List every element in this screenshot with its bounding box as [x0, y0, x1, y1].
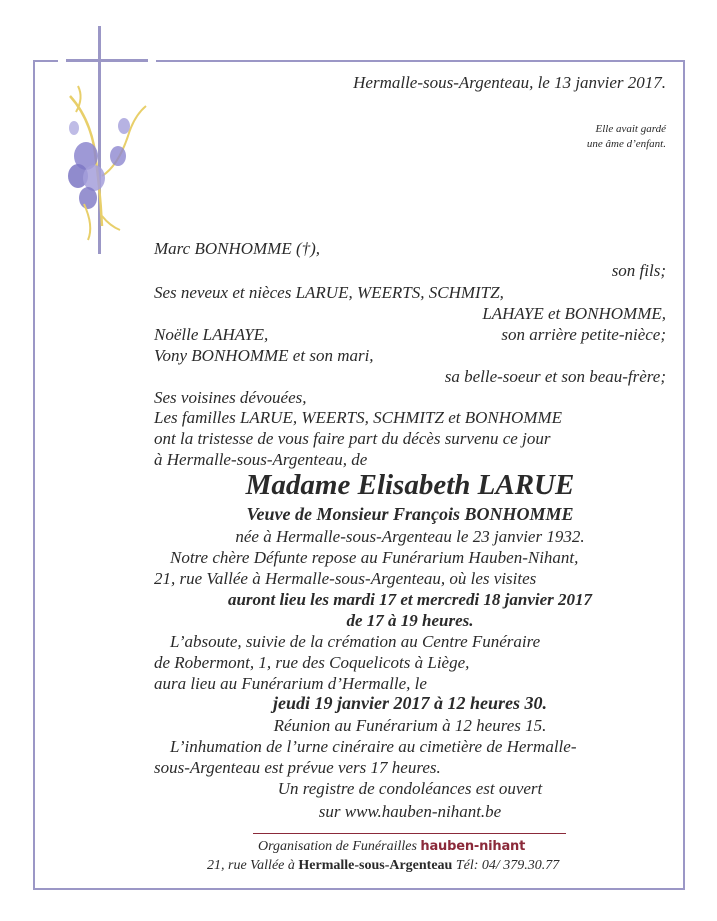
detail-line: Un registre de condoléances est ouvert	[277, 779, 543, 798]
widow-of: Veuve de Monsieur François BONHOMME	[246, 504, 574, 524]
detail-line: L’absoute, suivie de la crémation au Centre Funéraire	[170, 632, 541, 651]
footer-org	[258, 838, 525, 856]
detail-line: Notre chère Défunte repose au Funérarium Hauben-Nihant,	[170, 548, 579, 567]
footer-address	[207, 857, 559, 875]
detail-line: de Robermont, 1, rue des Coquelicots à Liège,	[154, 653, 470, 672]
family-line: à Hermalle-sous-Argenteau, de	[154, 450, 368, 469]
condolence-link: sur www.hauben-nihant.be	[318, 802, 502, 821]
footer-address-prefix: 21, rue Vallée à	[207, 858, 295, 873]
detail-line: aura lieu au Funérarium d’Hermalle, le	[154, 674, 427, 693]
detail-line: 21, rue Vallée à Hermalle-sous-Argenteau, où les visites	[154, 569, 537, 588]
detail-line: sous-Argenteau est prévue vers 17 heures.	[154, 758, 441, 777]
cross-flower-icon	[58, 26, 156, 258]
place-date: Hermalle-sous-Argenteau, le 13 janvier 2017.	[353, 73, 666, 92]
footer-address-city: Hermalle-sous-Argenteau	[298, 858, 453, 873]
family-line: Vony BONHOMME et son mari,	[154, 346, 374, 365]
quote-line-1: Elle avait gardé	[595, 123, 666, 135]
family-line: ont la tristesse de vous faire part du décès survenu ce jour	[154, 429, 551, 448]
family-line: LAHAYE et BONHOMME,	[482, 304, 666, 323]
detail-line: auront lieu les mardi 17 et mercredi 18 janvier 2017	[227, 590, 593, 609]
deceased-name: Madame Elisabeth LARUE	[245, 469, 575, 501]
detail-line: de 17 à 19 heures.	[346, 611, 474, 630]
footer-phone: Tél: 04/ 379.30.77	[455, 858, 560, 873]
family-line: Ses neveux et nièces LARUE, WEERTS, SCHMITZ,	[154, 283, 504, 302]
quote-line-2: une âme d’enfant.	[586, 138, 666, 150]
family-line: son arrière petite-nièce;	[501, 325, 666, 344]
family-line: Marc BONHOMME (†),	[154, 239, 321, 258]
family-line: Ses voisines dévouées,	[154, 388, 307, 407]
detail-line: Réunion au Funérarium à 12 heures 15.	[273, 716, 547, 735]
footer-divider	[253, 833, 566, 834]
family-line: sa belle-soeur et son beau-frère;	[444, 367, 666, 386]
family-line: son fils;	[611, 261, 666, 280]
brand-logo: hauben-nihant	[420, 839, 526, 854]
footer-org-prefix: Organisation de Funérailles	[258, 839, 417, 854]
detail-line: L’inhumation de l’urne cinéraire au cimetière de Hermalle-	[170, 737, 577, 756]
cross-flower-illustration	[58, 26, 156, 258]
birth-info: née à Hermalle-sous-Argenteau le 23 janvier 1932.	[235, 527, 585, 546]
ceremony-date: jeudi 19 janvier 2017 à 12 heures 30.	[272, 693, 547, 713]
family-line: Noëlle LAHAYE,	[154, 325, 269, 344]
family-line: Les familles LARUE, WEERTS, SCHMITZ et BONHOMME	[154, 408, 562, 427]
